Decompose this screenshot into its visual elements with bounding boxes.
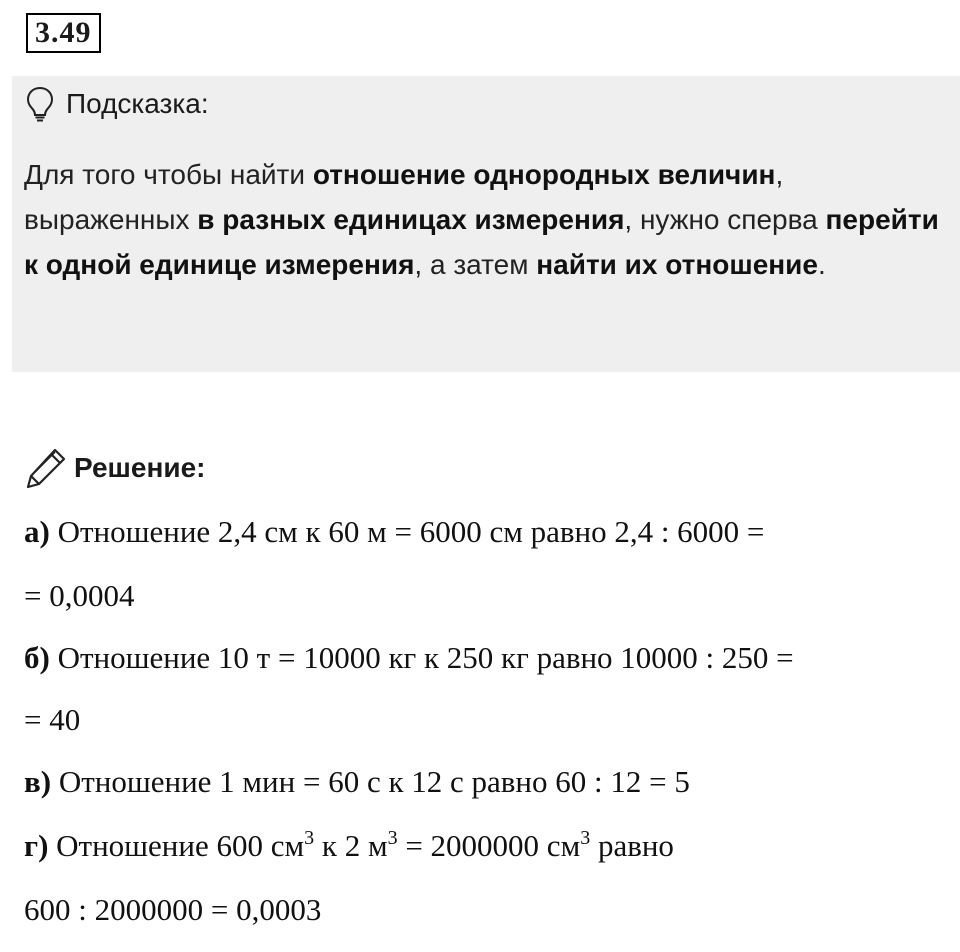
item-text: Отношение 2,4 см к 60 м = 6000 см равно 2,4 : 6000 = [49,514,765,549]
item-text: к 2 м [314,828,388,863]
hint-bold-part: найти их отношение [536,249,818,280]
hint-title [26,84,209,124]
solution-v-line1 [24,762,690,802]
item-text: = 2000000 см [397,828,581,863]
solution-g-line2: 600 : 2000000 = 0,0003 [24,892,322,927]
solution-b-line1 [24,638,794,678]
solution-title-text: Решение: [74,452,206,483]
item-label: а) [24,514,50,549]
item-text: Отношение 10 т = 10000 кг к 250 кг равно 10000 : 250 = [49,640,794,675]
exponent: 3 [387,827,398,849]
hint-text-part: , а затем [414,249,537,280]
solution-a-line2: = 0,0004 [24,578,135,613]
item-label: г) [24,828,49,863]
solution-title [24,446,205,490]
hint-title-text: Подсказка: [66,88,209,119]
hint-bold-part: в разных единицах измерения [197,204,625,235]
item-text: Отношение 1 мин = 60 с к 12 с равно 60 : 12 = 5 [51,764,690,799]
hint-bold-part: отношение однородных величин [312,159,776,190]
solution-a-line1 [24,512,764,552]
exponent: 3 [580,827,591,849]
hint-bold-part: перейти к одной единице измерения [24,204,939,280]
hint-text-part: , выраженных [24,159,784,235]
item-text: Отношение 600 см [48,828,305,863]
solution-g-line1 [24,826,674,866]
solution-b-line2: = 40 [24,702,81,737]
item-label: в) [24,764,52,799]
hint-text-part: , нужно сперва [624,204,826,235]
hint-text-part: Для того чтобы найти [24,159,313,190]
item-text: равно [590,828,674,863]
hint-text-part: . [817,249,826,280]
item-label: б) [24,640,50,675]
pencil-icon [24,446,68,490]
lightbulb-icon [26,86,54,122]
exponent: 3 [304,827,315,849]
task-number: 3.49 [26,13,101,53]
hint-text [24,152,944,287]
